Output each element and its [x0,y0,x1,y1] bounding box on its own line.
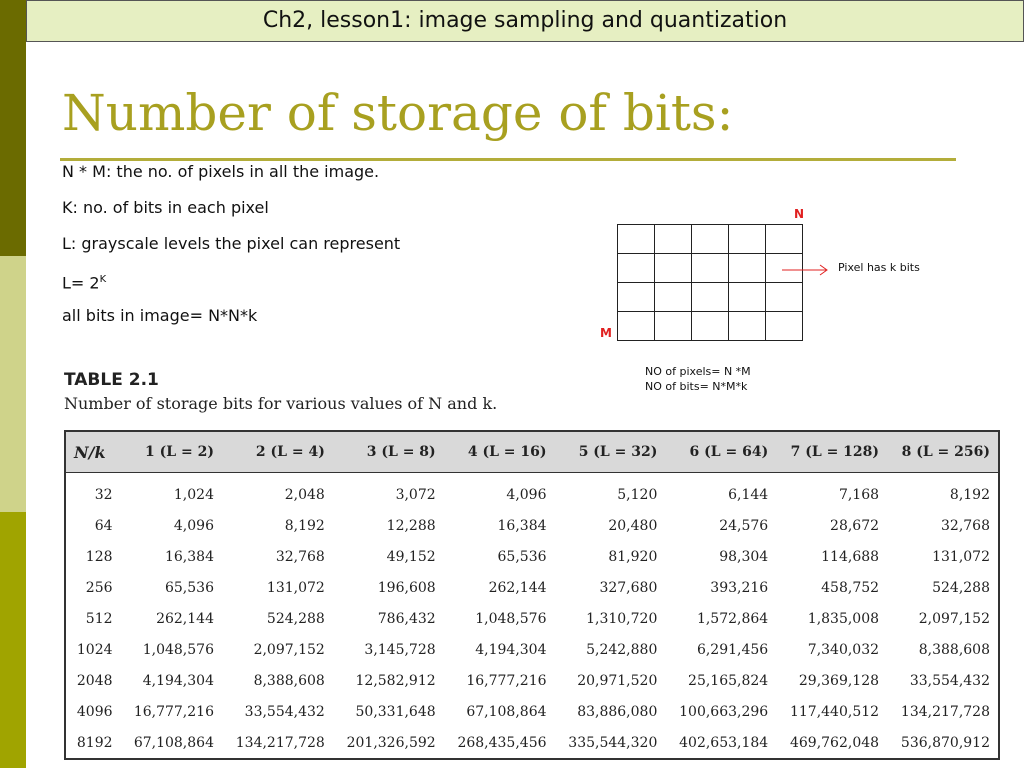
grid-cell [729,225,766,254]
table-row [65,727,999,759]
table-cell: 402,653,184 [679,734,769,751]
column-header: 5 (L = 32) [555,431,666,473]
note-bit-count: NO of bits= N*M*k [645,380,748,393]
table-cell: 393,216 [710,579,769,596]
table-cell: 327,680 [599,579,658,596]
table-cell: 16,384 [497,517,547,534]
grid-cell [618,254,655,283]
table-cell: 536,870,912 [900,734,990,751]
sidebar-stripe-light [0,256,26,512]
grid-cell [692,254,729,283]
table-cell: 268,435,456 [457,734,547,751]
table-cell: 81,920 [608,548,658,565]
table-cell: 1,572,864 [696,610,769,627]
table-cell: 67,108,864 [466,703,547,720]
grid-label-n: N [794,207,805,221]
table-cell: 33,554,432 [909,672,990,689]
arrow-icon [782,263,834,277]
grid-cell [655,312,692,341]
table-body [65,473,999,760]
table-cell: 16,384 [164,548,214,565]
table-cell: 12,582,912 [355,672,436,689]
table-cell: 65,536 [497,548,547,565]
table-cell: 2048 [76,672,113,689]
table-cell: 117,440,512 [789,703,880,720]
grid-cell [729,254,766,283]
table-cell: 2,097,152 [253,641,325,658]
diagram-notes [645,364,751,394]
table-cell: 134,217,728 [235,734,325,751]
table-cell: 1,048,576 [142,641,214,658]
table-cell: 1,310,720 [586,610,658,627]
table-cell: 7,168 [838,486,880,503]
table-cell: 4,194,304 [142,672,214,689]
table-cell: 128 [85,548,113,565]
formula-exponent: K [99,274,107,285]
table-cell: 6,144 [728,486,769,503]
bullet-bits: K: no. of bits in each pixel [62,198,269,217]
table-cell: 131,072 [266,579,325,596]
table-cell: 28,672 [830,517,880,534]
table-cell: 64 [94,517,113,534]
table-cell: 262,144 [156,610,214,627]
column-header: 1 (L = 2) [121,431,222,473]
column-header: N/k [65,431,121,473]
table-cell: 8,388,608 [918,641,990,658]
pixel-note: Pixel has k bits [838,261,920,274]
table-cell: 50,331,648 [355,703,436,720]
table-cell: 8,388,608 [253,672,325,689]
sidebar-stripe-olive [0,512,26,768]
table-cell: 20,971,520 [577,672,658,689]
table-cell: 2,097,152 [918,610,990,627]
table-row [65,473,999,511]
table-cell: 196,608 [377,579,436,596]
table-caption [64,370,497,413]
table-cell: 8192 [76,734,113,751]
table-row [65,696,999,727]
table-row [65,510,999,541]
table-cell: 524,288 [266,610,325,627]
table-cell: 256 [85,579,113,596]
table-cell: 100,663,296 [679,703,769,720]
table-cell: 3,145,728 [364,641,436,658]
table-cell: 65,536 [164,579,214,596]
grid-cell [766,225,803,254]
column-header: 3 (L = 8) [333,431,444,473]
table-cell: 114,688 [821,548,880,565]
note-pixel-count: NO of pixels= N *M [645,365,751,378]
table-cell: 1,048,576 [475,610,547,627]
pixel-grid [617,224,803,341]
grid-cell [692,312,729,341]
table-header-row [65,431,999,473]
table-cell: 12,288 [386,517,436,534]
grid-cell [692,283,729,312]
lesson-header: Ch2, lesson1: image sampling and quantization [26,0,1024,42]
bullet-pixels: N * M: the no. of pixels in all the image. [62,162,380,181]
table-cell: 1024 [76,641,113,658]
grid-cell [729,312,766,341]
grid-cell [766,312,803,341]
table-cell: 335,544,320 [568,734,658,751]
table-cell: 32,768 [941,517,990,534]
formula-base: L= 2 [62,273,100,293]
table-cell: 469,762,048 [789,734,880,751]
table-cell: 524,288 [932,579,990,596]
table-cell: 4,194,304 [475,641,547,658]
grid-cell [692,225,729,254]
table-cell: 786,432 [377,610,436,627]
table-cell: 201,326,592 [346,734,436,751]
table-cell: 98,304 [719,548,769,565]
table-row [65,634,999,665]
table-cell: 32,768 [275,548,325,565]
table-cell: 134,217,728 [900,703,990,720]
table-cell: 4,096 [506,486,547,503]
column-header: 7 (L = 128) [776,431,887,473]
table-row [65,541,999,572]
grid-cell [655,225,692,254]
bullet-levels: L: grayscale levels the pixel can represent [62,234,401,253]
table-cell: 4096 [76,703,113,720]
table-cell: 16,777,216 [466,672,547,689]
table-cell: 131,072 [932,548,990,565]
table-cell: 49,152 [386,548,436,565]
table-cell: 5,120 [617,486,658,503]
grid-cell [655,254,692,283]
table-caption-title: TABLE 2.1 [64,370,159,390]
grid-cell [618,225,655,254]
column-header: 4 (L = 16) [444,431,555,473]
grid-cell [618,283,655,312]
grid-label-m: M [600,326,612,340]
table-cell: 512 [85,610,113,627]
table-cell: 29,369,128 [798,672,880,689]
column-header: 2 (L = 4) [222,431,333,473]
table-cell: 2,048 [284,486,325,503]
column-header: 6 (L = 64) [665,431,776,473]
grid-cell [729,283,766,312]
table-cell: 1,024 [173,486,214,503]
table-row [65,572,999,603]
grid-cell [618,312,655,341]
sidebar-stripe-dark [0,0,26,256]
table-cell: 33,554,432 [244,703,325,720]
slide-title: Number of storage of bits: [62,84,734,142]
table-cell: 16,777,216 [133,703,214,720]
table-cell: 458,752 [821,579,880,596]
table-cell: 8,192 [949,486,990,503]
table-cell: 4,096 [173,517,214,534]
table-cell: 83,886,080 [577,703,658,720]
table-row [65,603,999,634]
grid-cell [655,283,692,312]
table-cell: 24,576 [719,517,769,534]
table-cell: 8,192 [284,517,325,534]
bullet-formula [62,268,400,304]
table-cell: 6,291,456 [696,641,769,658]
bullet-total-bits: all bits in image= N*N*k [62,306,258,325]
table-cell: 67,108,864 [133,734,214,751]
bullet-list [62,160,400,340]
table-cell: 5,242,880 [586,641,658,658]
table-cell: 262,144 [488,579,547,596]
table-cell: 20,480 [608,517,658,534]
table-row [65,665,999,696]
column-header: 8 (L = 256) [887,431,999,473]
table-cell: 25,165,824 [688,672,769,689]
table-caption-subtitle: Number of storage bits for various values of N and k. [64,394,498,413]
table-cell: 3,072 [395,486,436,503]
table-cell: 32 [94,486,113,503]
table-cell: 1,835,008 [807,610,880,627]
table-cell: 7,340,032 [807,641,880,658]
grid-cell [766,283,803,312]
storage-bits-table [64,430,1000,760]
